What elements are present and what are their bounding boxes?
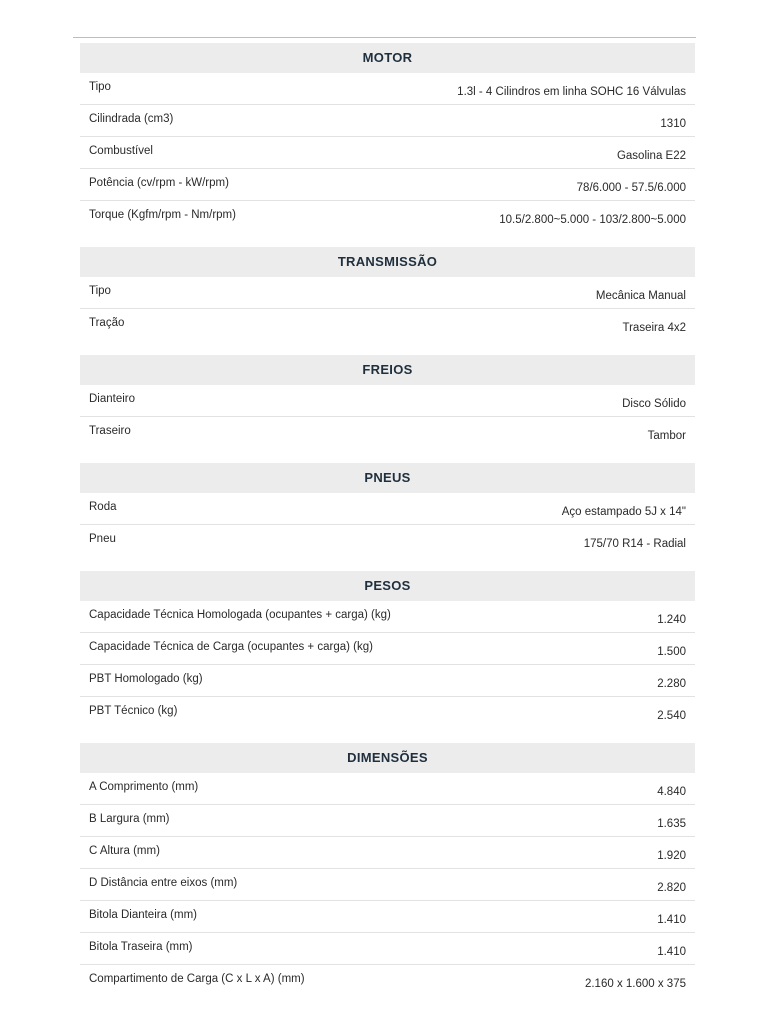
- spec-row: [80, 417, 695, 449]
- spec-row: [80, 105, 695, 137]
- spec-label: Dianteiro: [89, 393, 136, 405]
- spec-value: Gasolina E22: [616, 150, 686, 162]
- section-motor: [80, 43, 695, 233]
- spec-value: 1.635: [657, 818, 686, 830]
- spec-row: [80, 137, 695, 169]
- spec-value: 1.920: [657, 850, 686, 862]
- spec-label: Roda: [89, 501, 117, 513]
- spec-row: [80, 169, 695, 201]
- section-title: MOTOR: [80, 43, 695, 73]
- spec-value: Mecânica Manual: [595, 290, 686, 302]
- spec-label: C Altura (mm): [89, 845, 160, 857]
- spec-sheet: [80, 43, 695, 1011]
- spec-label: Potência (cv/rpm - kW/rpm): [89, 177, 229, 189]
- spec-value: Aço estampado 5J x 14": [561, 506, 686, 518]
- section-pneus: [80, 463, 695, 557]
- top-divider: [73, 37, 696, 38]
- spec-label: Traseiro: [89, 425, 131, 437]
- section-title: PESOS: [80, 571, 695, 601]
- spec-label: Combustível: [89, 145, 153, 157]
- spec-label: Bitola Dianteira (mm): [89, 909, 197, 921]
- spec-label: PBT Técnico (kg): [89, 705, 178, 717]
- spec-value: 78/6.000 - 57.5/6.000: [576, 182, 686, 194]
- spec-row: [80, 385, 695, 417]
- spec-value: 2.160 x 1.600 x 375: [584, 978, 686, 990]
- spec-value: 1.500: [657, 646, 686, 658]
- spec-label: Tração: [89, 317, 125, 329]
- spec-label: Capacidade Técnica Homologada (ocupantes + carga) (kg): [89, 609, 391, 621]
- spec-value: Traseira 4x2: [622, 322, 686, 334]
- spec-row: [80, 633, 695, 665]
- spec-row: [80, 773, 695, 805]
- section-pesos: [80, 571, 695, 729]
- spec-row: [80, 525, 695, 557]
- spec-label: D Distância entre eixos (mm): [89, 877, 238, 889]
- spec-label: Cilindrada (cm3): [89, 113, 174, 125]
- spec-value: Disco Sólido: [622, 398, 686, 410]
- spec-label: Capacidade Técnica de Carga (ocupantes + carga) (kg): [89, 641, 373, 653]
- spec-row: [80, 73, 695, 105]
- spec-label: Tipo: [89, 285, 111, 297]
- spec-row: [80, 965, 695, 997]
- spec-value: 4.840: [657, 786, 686, 798]
- section-title: DIMENSÕES: [80, 743, 695, 773]
- spec-row: [80, 901, 695, 933]
- spec-row: [80, 697, 695, 729]
- section-transmissao: [80, 247, 695, 341]
- spec-value: 1.240: [657, 614, 686, 626]
- spec-row: [80, 201, 695, 233]
- spec-label: B Largura (mm): [89, 813, 170, 825]
- spec-value: 2.540: [657, 710, 686, 722]
- spec-label: Compartimento de Carga (C x L x A) (mm): [89, 973, 305, 985]
- spec-row: [80, 309, 695, 341]
- spec-value: 1.410: [657, 914, 686, 926]
- spec-value: 1.410: [657, 946, 686, 958]
- spec-value: 1.3l - 4 Cilindros em linha SOHC 16 Válvulas: [457, 86, 686, 98]
- spec-value: 2.820: [657, 882, 686, 894]
- spec-row: [80, 933, 695, 965]
- section-title: TRANSMISSÃO: [80, 247, 695, 277]
- spec-value: 1310: [660, 118, 686, 130]
- spec-row: [80, 837, 695, 869]
- spec-label: Torque (Kgfm/rpm - Nm/rpm): [89, 209, 236, 221]
- spec-label: Tipo: [89, 81, 111, 93]
- spec-value: 175/70 R14 - Radial: [583, 538, 686, 550]
- spec-value: Tambor: [647, 430, 686, 442]
- spec-value: 10.5/2.800~5.000 - 103/2.800~5.000: [499, 214, 686, 226]
- spec-label: A Comprimento (mm): [89, 781, 199, 793]
- spec-row: [80, 493, 695, 525]
- spec-row: [80, 601, 695, 633]
- spec-label: Pneu: [89, 533, 116, 545]
- spec-row: [80, 805, 695, 837]
- section-title: FREIOS: [80, 355, 695, 385]
- section-dimensoes: [80, 743, 695, 997]
- spec-label: PBT Homologado (kg): [89, 673, 203, 685]
- section-freios: [80, 355, 695, 449]
- spec-row: [80, 277, 695, 309]
- spec-row: [80, 665, 695, 697]
- section-title: PNEUS: [80, 463, 695, 493]
- spec-value: 2.280: [657, 678, 686, 690]
- spec-label: Bitola Traseira (mm): [89, 941, 193, 953]
- spec-row: [80, 869, 695, 901]
